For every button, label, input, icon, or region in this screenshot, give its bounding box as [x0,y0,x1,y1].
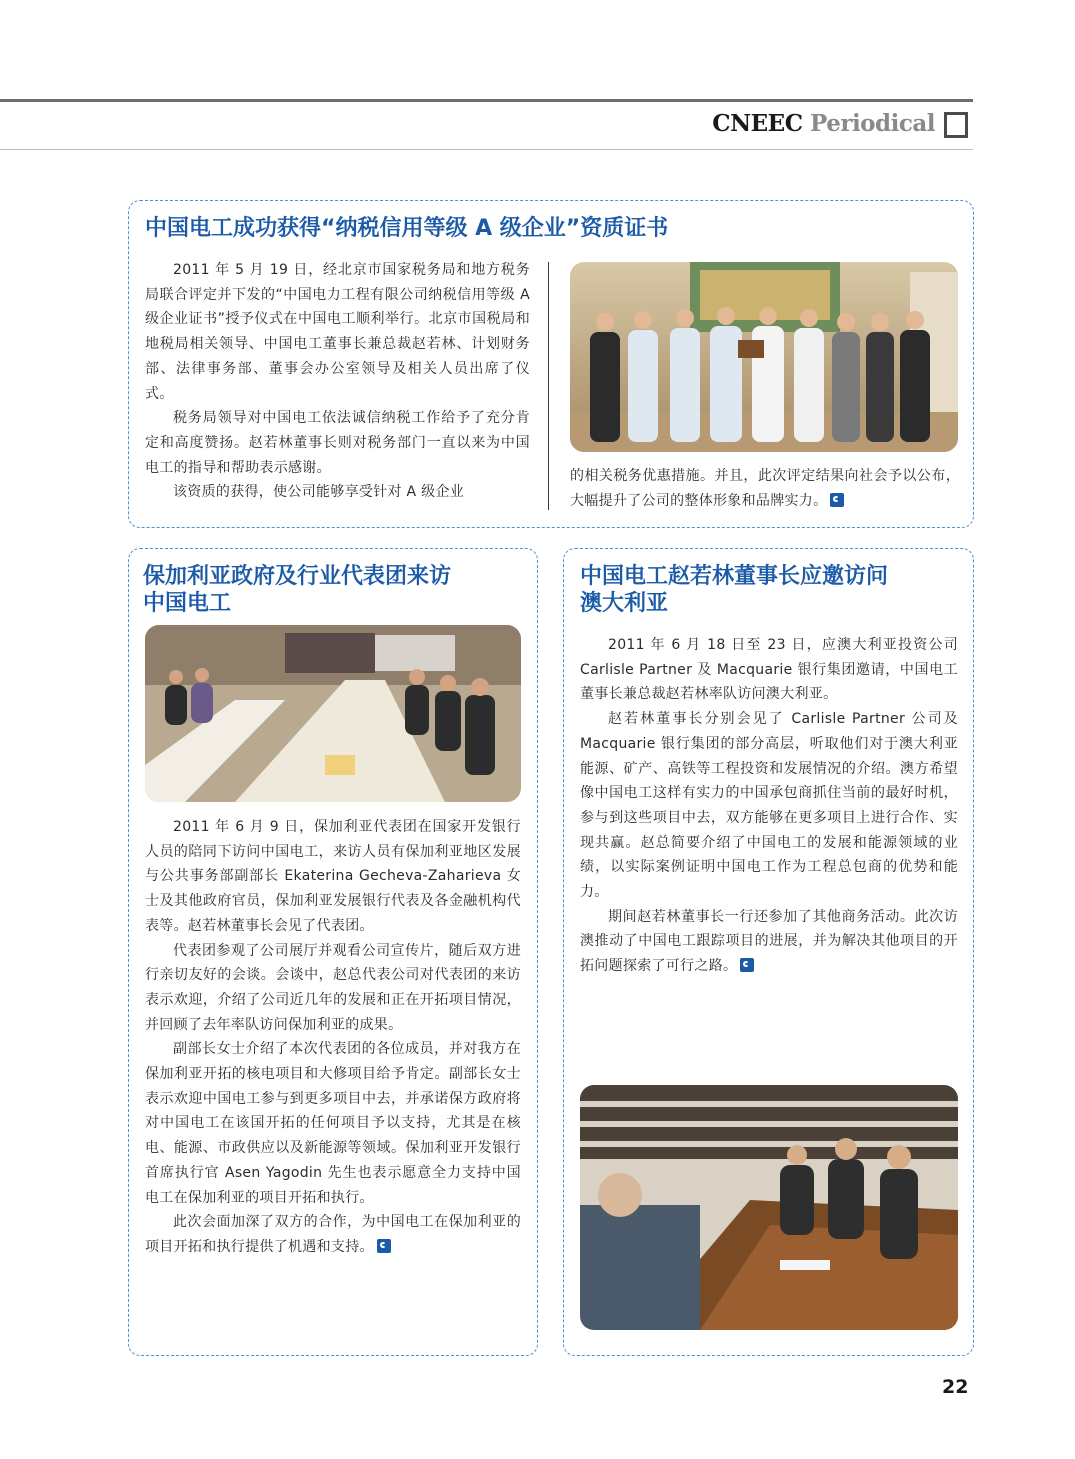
australia-photo-image [580,1085,958,1330]
title-line: 中国电工 [143,591,232,616]
periodical-brand: CNEEC [712,110,803,137]
ceremony-photo-image [570,262,958,452]
meeting-photo-image [145,625,521,802]
article-australia-title [580,563,965,617]
header-top-rule [0,99,973,102]
title-line: 澳大利亚 [580,591,669,616]
article-tax-credit-title: 中国电工成功获得“纳税信用等级 A 级企业”资质证书 [145,216,669,241]
paragraph: 2011 年 6 月 18 日至 23 日，应澳大利亚投资公司 Carlisle Partner 及 Macquarie 银行集团邀请，中国电工董事长兼总裁赵若林率队访问澳大利亚。 [580,637,958,703]
photo-certificate-ceremony [570,262,958,452]
paragraph: 该资质的获得，使公司能够享受针对 A 级企业 [173,484,465,501]
article-bulgaria-title [143,563,528,617]
article-australia-body [580,633,958,979]
end-mark-icon [830,493,844,507]
article-tax-credit-body-col2 [570,464,960,513]
page-number: 22 [942,1376,969,1398]
column-divider [548,262,549,510]
header-bottom-rule [0,149,973,150]
paragraph: 2011 年 6 月 9 日，保加利亚代表团在国家开发银行人员的陪同下访问中国电工，来访人员有保加利亚地区发展与公共事务部副部长 Ekaterina Gecheva-Zaharieva 女士及其他政府官员，保加利亚发展银行代表及各金融机构代表等。赵若林董事长会见了代表团。 [145,819,521,934]
article-bulgaria-body [145,815,521,1260]
paragraph: 税务局领导对中国电工依法诚信纳税工作给予了充分肯定和高度赞扬。赵若林董事长则对税务部门一直以来为中国电工的指导和帮助表示感谢。 [145,410,530,476]
paragraph: 此次会面加深了双方的合作，为中国电工在保加利亚的项目开拓和执行提供了机遇和支持。 [145,1214,521,1255]
paragraph: 2011 年 5 月 19 日，经北京市国家税务局和地方税务局联合评定并下发的“中国电力工程有限公司纳税信用等级 A 级企业证书”授予仪式在中国电工顺利举行。北京市国税局和地税局相关领导、中国电工董事长兼总裁赵若林、计划财务部、法律事务部、董事会办公室领导及相关人员出席了仪式。 [145,262,530,402]
photo-bulgaria-meeting [145,625,521,802]
periodical-label: Periodical [810,110,935,137]
photo-australia-meeting [580,1085,958,1330]
end-mark-icon [740,958,754,972]
header-square-icon [944,112,968,138]
end-mark-icon [377,1239,391,1253]
paragraph: 期间赵若林董事长一行还参加了其他商务活动。此次访澳推动了中国电工跟踪项目的进展，并为解决其他项目的开拓问题探索了可行之路。 [580,908,958,975]
paragraph: 赵若林董事长分别会见了 Carlisle Partner 公司及 Macquarie 银行集团的部分高层，听取他们对于澳大利亚能源、矿产、高铁等工程投资和发展情况的介绍。澳方希望像中国电工这样有实力的中国承包商抓住当前的最好时机，参与到这些项目中去，双方能够在更多项目上进行合作、实现共赢。赵总简要介绍了中国电工的发展和能源领域的业绩，以实际案例证明中国电工作为工程总包商的优势和能力。 [580,711,958,901]
paragraph: 代表团参观了公司展厅并观看公司宣传片，随后双方进行亲切友好的会谈。会谈中，赵总代表公司对代表团的来访表示欢迎，介绍了公司近几年的发展和正在开拓项目情况，并回顾了去年率队访问保加利亚的成果。 [145,942,521,1033]
title-line: 中国电工赵若林董事长应邀访问 [580,564,889,589]
periodical-title [712,110,935,137]
title-line: 保加利亚政府及行业代表团来访 [143,564,452,589]
article-tax-credit-body-col1 [145,258,530,505]
paragraph: 的相关税务优惠措施。并且，此次评定结果向社会予以公布，大幅提升了公司的整体形象和品牌实力。 [570,468,960,509]
paragraph: 副部长女士介绍了本次代表团的各位成员，并对我方在保加利亚开拓的核电项目和大修项目给予肯定。副部长女士表示欢迎中国电工参与到更多项目中去，并承诺保方政府将对中国电工在该国开拓的任何项目予以支持，尤其是在核电、能源、市政供应以及新能源等领域。保加利亚开发银行首席执行官 Asen Yagodin 先生也表示愿意全力支持中国电工在保加利亚的项目开拓和执行。 [145,1041,521,1206]
